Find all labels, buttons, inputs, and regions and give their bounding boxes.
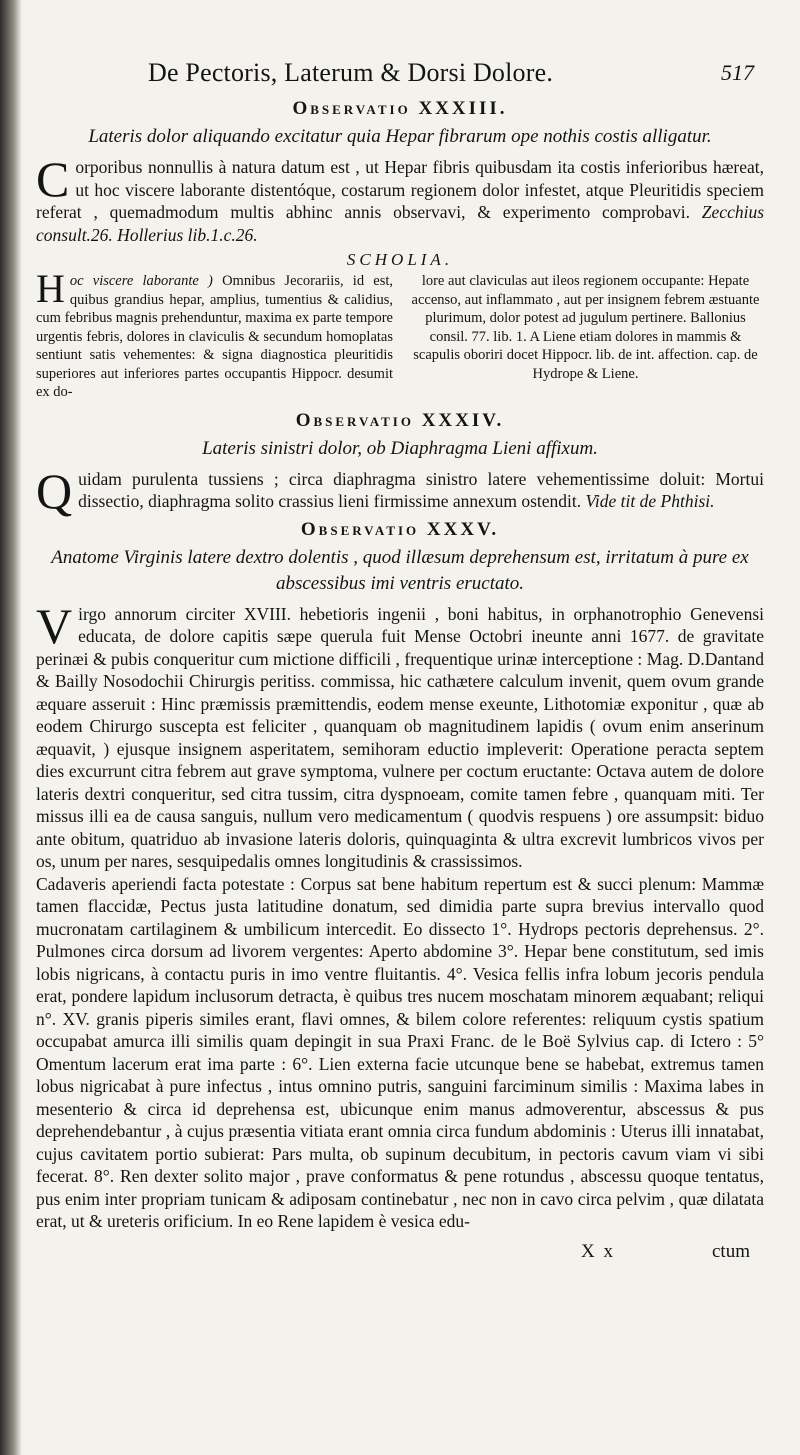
drop-cap: V xyxy=(36,597,73,654)
page-footer xyxy=(36,1241,764,1265)
drop-cap: Q xyxy=(36,462,73,519)
observation-33 xyxy=(36,98,764,246)
scholia-heading: SCHOLIA. xyxy=(346,250,454,269)
observation-paragraph-2: Cadaveris aperiendi facta potestate : Corpus sat bene habitum repertum est & succi plenum: Mammæ tamen flaccidæ, Pectus justa latitudine donatum, sed dimidia parte supra brevius intervallo quod mucronatam cartilaginem & umbilicum intercedit. Eo dissecto 1°. Hydrops pectoris deprehensus. 2°. Pulmones circa dorsum ad livorem vergentes: Aperto abdomine 3°. Hepar bene constitutum, sed imis lobis nigricans, à contactu puris in imo ventre fluitantis. 4°. Vesica fellis infra lobum jecoris pendula erat, pondere lapidum inclusorum detracta, è quibus tres nucem moschatam minorem æquabant; reliqui n°. XV. granis piperis similes erant, flavi omnes, & bilem colore referentes: reliquum cystis spatium occupabat amurca illi similis quam depingit in sua Praxi Franc. de le Boë Sylvius cap. di Ictero : 5° Omentum lacerum erat ima parte : 6°. Lien externa facie utcunque bene se habebat, extremus tamen lobus nigricabat à pure infectus , intus omnino putris, sanguini farciminum similis : Maxima labes in mesenterio & circa id deprehensa est, ubicunque enim manus admoverentur, abscessus & pus deprehendebantur , à cujus præsentia vitiata erant omnia circa fundum abdominis : Uterus illi innatabat, cujus cavitatem portio subierat: Pars multa, ob supinum decubitum, in pectoris cavum viam vi sibi fecerat. 8°. Ren dexter solito major , prave conformatus & pene rotundus , abscessu quoque tentatus, pus enim inter propriam tunicam & adiposam continebatur , nec non in cavo circa pelvim , quæ dilatata erat, ut & ureteris orificium. In eo Rene lapidem è vesica edu- xyxy=(36,873,764,1231)
observation-title: Lateris sinistri dolor, ob Diaphragma Lieni affixum. xyxy=(202,437,598,459)
observation-heading: Observatio XXXIV. xyxy=(295,409,505,431)
scholia-left-text: Omnibus Jecorariis, id est, quibus grandius hepar, amplius, tumentius & calidius, cum febribus magnis prehenduntur, maxima ex parte tempore urgentis febris, dolores in claviculis & secundum homoplatas sentiunt satis vehementes: & signa diagnostica pleuritidis superiores aut inferiores partes occupantis Hippocr. desumit ex do- xyxy=(36,273,393,400)
scholia-right-column xyxy=(407,272,764,402)
citation: Vide tit de Phthisi. xyxy=(585,491,715,511)
running-header xyxy=(36,58,764,98)
citation: Zecchius consult.26. Hollerius lib.1.c.26. xyxy=(36,202,765,245)
drop-cap: H xyxy=(36,266,65,311)
scholia-lemma: oc viscere laborante ) xyxy=(69,273,213,289)
drop-cap: C xyxy=(36,151,70,207)
observation-body: uidam purulenta tussiens ; circa diaphragma sinistro latere vehementissime doluit: Mortui dissectio, diaphragma solito crassius lieni firmissime annexum ostendit. xyxy=(78,468,764,511)
signature-mark: X x xyxy=(581,1240,615,1262)
observation-text xyxy=(36,462,764,519)
scholia-left-column xyxy=(36,266,393,402)
observation-heading: Observatio XXXV. xyxy=(300,518,500,540)
observation-heading: Observatio XXXIII. xyxy=(292,98,508,119)
page-gutter-shadow xyxy=(0,0,22,1455)
observation-34 xyxy=(36,409,764,519)
observation-paragraph-1: irgo annorum circiter XVIII. hebetioris ingenii , boni habitus, in orphanotrophio Genevensi educata, de dolore capitis sæpe querula fuit Mense Octobri ineunte anni 1677. de gravitate perinæi & pubis conqueritur cum mictione difficili , frequentique urinæ interceptione : Mag. D.Dantand & Bailly Nosodochii Chirurgis peritiss. commissa, hic cathætere calculum invenit, quem ovum grande æquare asseruit : Hinc præmissis præmittendis, eodem mense exeunte, Lithotomiæ exponitur , quæ ab eodem Chirurgo suscepta est feliciter , quanquam ob magnitudinem lapidis ( ovum enim anserinum æquavit, ) ejusque insignem asperitatem, semihoram eductio impleverit: Operatione peracta septem dies excurrunt citra febrem aut grave symptoma, vulnere per coctum eructante: Octava autem de dolore lateris dextri conqueritur, sed citra tussim, citra dyspnoeam, comite tamen febre , quanquam miti. Ter missus illi ea de causa sanguis, nullum vero medicamentum ( quodvis respuens ) ore assumpsit: biduo ante obitum, quatriduo ab invasione lateris doloris, quinquaginta & ultra excrevit lumbricos vivos per os, unum per nares, sesquipedalis omnes longitudinis & crassissimos. xyxy=(36,603,764,871)
scholia-columns xyxy=(36,266,764,402)
page-number: 517 xyxy=(721,60,754,85)
observation-title: Lateris dolor aliquando excitatur quia Hepar fibrarum ope nothis costis alligatur. xyxy=(88,126,712,147)
observation-text xyxy=(36,151,765,246)
observation-text xyxy=(36,597,764,873)
observation-body: orporibus nonnullis à natura datum est , ut Hepar fibris quibusdam ita costis inferioribus hæreat, ut hoc viscere laborante distentóque, costarum regionem dolor infestet, atque Pleuritidis speciem referat , quemadmodum multis abhinc annis observavi, & experimento comprobavi. xyxy=(36,157,764,222)
observation-35 xyxy=(36,519,764,1233)
scholia-right-text: lore aut claviculas aut ileos regionem occupante: Hepate accenso, aut inflammato , aut per insignem febrem æstuante plurimum, dolor potest ad jugulum pertinere. Ballonius consil. 77. lib. 1. A Liene etiam dolores in mammis & scapulis oboriri docet Hippocr. lib. de int. affection. cap. de Hydrope & Liene. xyxy=(411,273,760,382)
running-title: De Pectoris, Laterum & Dorsi Dolore. xyxy=(148,58,554,87)
observation-title: Anatome Virginis latere dextro dolentis , quod illæsum deprehensum est, irritatum à pure ex abscessibus imi ventris eructato. xyxy=(51,546,749,594)
catchword: ctum xyxy=(712,1240,750,1262)
